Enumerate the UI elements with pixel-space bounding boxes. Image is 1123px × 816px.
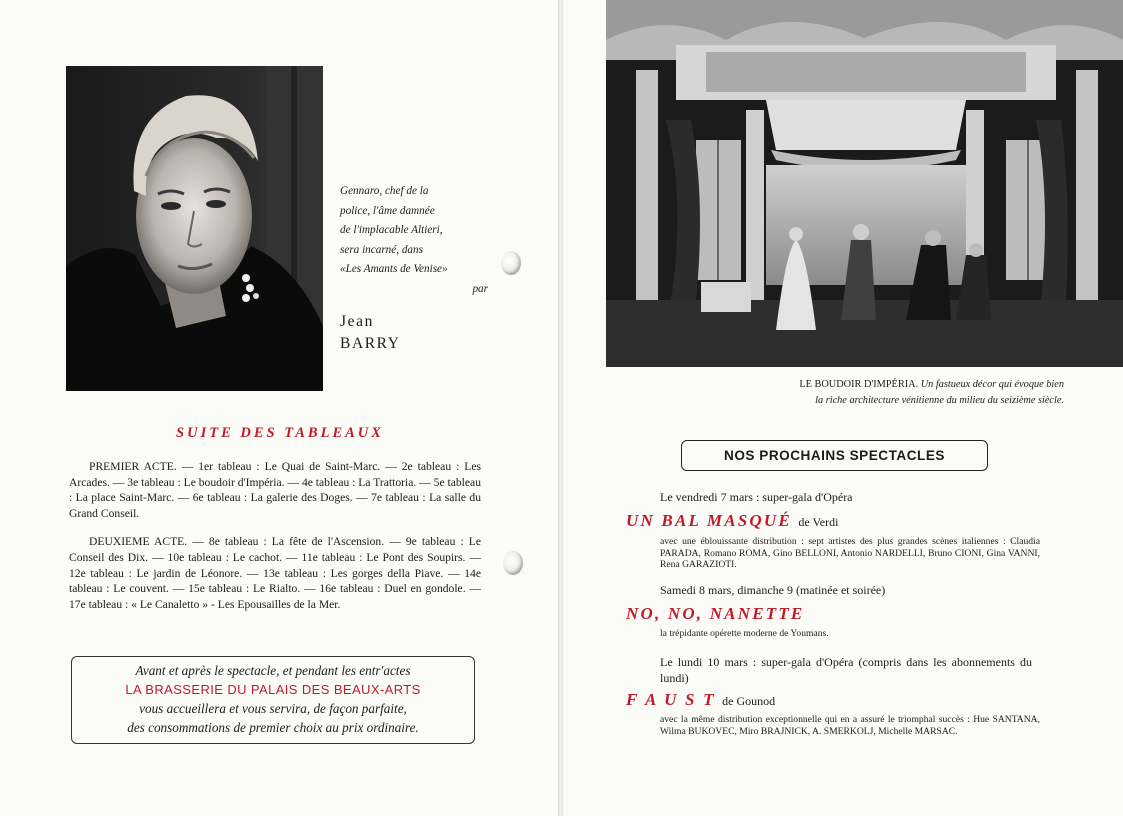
actor-last-name: BARRY [340,335,401,352]
show-title [626,689,1046,712]
show-details: avec une éblouissante distribution : sept artistes des plus grandes scènes italiennes : Claudia PARADA, Romano ROMA, Gino BELLONI, Antonio NARDELLI, Bruno CIONI, Gina VANNI, Rena GARAZIOTI. [660,536,1040,570]
binder-hole-icon [503,551,523,575]
act-two-paragraph: DEUXIEME ACTE. — 8e tableau : La fête de l'Ascension. — 9e tableau : Le Conseil des Dix. — 10e tableau : Le cachot. — 11e tableau : Le Pont des Soupirs. — 12e tableau : Le jardin de Léonore. — 13e tableau : Les gorges della Piave. — 14e tableau : Le couvent. — 15e tableau : Le Rialto. — 16e tableau : Duel en gondole. — 17e tableau : « Le Canaletto » - Les Epousailles de la Mer. [69,535,481,611]
show-entry [626,654,1046,737]
act-one-paragraph: PREMIER ACTE. — 1er tableau : Le Quai de Saint-Marc. — 2e tableau : Les Arcades. — 3e tableau : Le boudoir d'Impéria. — 4e tableau : La Trattoria. — 5e tableau : La place Saint-Marc. — 6e tableau : La galerie des Doges. — 7e tableau : La salle du Grand Conseil. [69,460,481,520]
section-title: SUITE DES TABLEAUX [176,425,384,441]
show-title-text: F A U S T [626,690,716,709]
upcoming-shows-header: NOS PROCHAINS SPECTACLES [681,440,988,471]
caption-text: la riche architecture vénitienne du milieu du seizième siècle. [815,395,1064,406]
show-entry [626,582,1046,640]
actor-portrait-photo [66,66,323,391]
caption-line: Gennaro, chef de la [340,185,429,197]
brasserie-line: des consommations de premier choix au prix ordinaire. [127,720,419,735]
caption-line: police, l'âme damnée [340,204,435,217]
show-title [626,603,1046,626]
caption-line: sera incarné, dans [340,243,423,256]
stage-set-photo [606,0,1123,367]
brasserie-name: LA BRASSERIE DU PALAIS DES BEAUX-ARTS [125,682,421,697]
show-date: Samedi 8 mars, dimanche 9 (matinée et soirée) [660,583,886,597]
caption-line: «Les Amants de Venise» [340,263,448,275]
show-entry [626,489,1046,571]
stage-photo-caption [664,377,1064,409]
show-composer: de Gounod [722,694,776,708]
brasserie-advert [71,656,475,744]
right-page [563,0,1123,816]
show-date: Le lundi 10 mars : super-gala d'Opéra (compris dans les abonnements du lundi) [660,655,1032,685]
caption-title: LE BOUDOIR D'IMPÉRIA. [799,379,919,390]
binder-hole-icon [501,251,521,275]
show-composer: de Verdi [798,515,839,529]
brasserie-line: Avant et après le spectacle, et pendant les entr'actes [135,663,411,678]
actor-name [340,311,401,355]
actor-first-name: Jean [340,313,374,330]
show-date: Le vendredi 7 mars : super-gala d'Opéra [660,490,853,504]
show-details: avec la même distribution exceptionnelle qui en a assuré le triomphal succès : Hue SANTANA, Wilma BUKOVEC, Miro BRAJNICK, A. SMERKOLJ, Michelle MARSAC. [660,714,1040,737]
caption-line: par [472,282,488,295]
show-details: la trépidante opérette moderne de Youmans. [660,628,829,639]
tableaux-list [69,459,481,625]
left-page [0,0,560,816]
show-title-text: NO, NO, NANETTE [626,604,805,623]
show-title [626,510,1046,533]
brasserie-line: vous accueillera et vous servira, de façon parfaite, [139,701,407,716]
portrait-caption [340,182,490,299]
caption-text: Un fastueux décor qui évoque bien [920,379,1064,390]
show-title-text: UN BAL MASQUÉ [626,511,792,530]
caption-line: de l'implacable Altieri, [340,224,443,236]
